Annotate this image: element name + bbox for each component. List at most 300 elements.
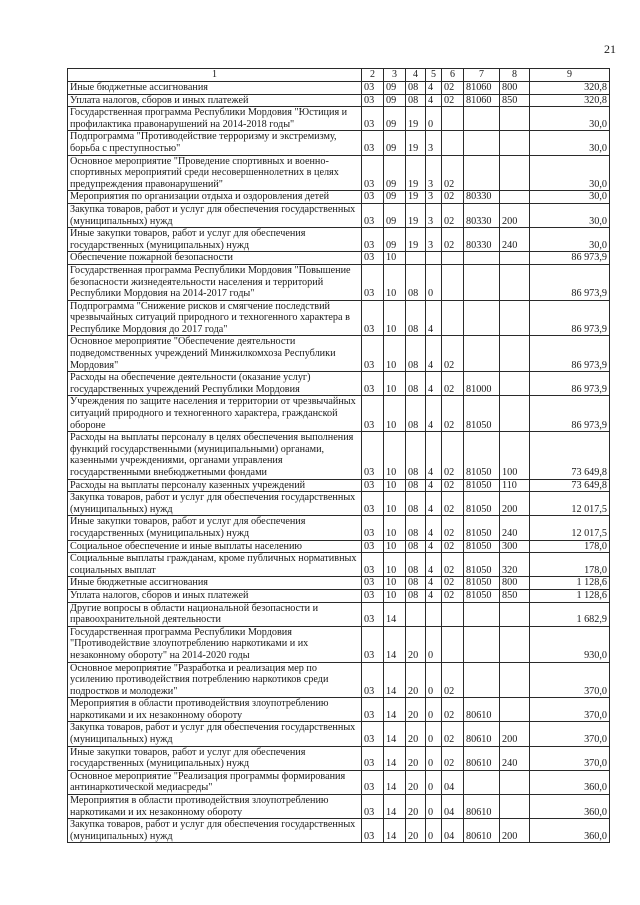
code-cell: 09 <box>384 107 406 131</box>
code-cell <box>464 300 500 336</box>
code-cell: 200 <box>500 492 530 516</box>
expense-name-cell: Государственная программа Республики Мордовия "Противодействие злоупотреблению наркотиками и их незаконному обороту" на 2014-2020 годы <box>68 626 362 662</box>
code-cell: 3 <box>426 203 442 227</box>
code-cell: 20 <box>406 662 426 698</box>
expense-name-cell: Государственная программа Республики Мордовия "Повышение безопасности жизнедеятельности населения и территорий Республики Мордовия на 2014-2017 годы" <box>68 264 362 300</box>
column-header: 2 <box>362 69 384 82</box>
code-cell <box>464 155 500 191</box>
expense-name-cell: Государственная программа Республики Мордовия "Юстиция и профилактика правонарушений на 2014-2018 годы" <box>68 107 362 131</box>
code-cell: 200 <box>500 203 530 227</box>
amount-cell: 30,0 <box>530 203 610 227</box>
code-cell <box>442 602 464 626</box>
code-cell <box>464 662 500 698</box>
code-cell: 09 <box>384 131 406 155</box>
code-cell: 4 <box>426 432 442 479</box>
table-row <box>68 626 610 662</box>
code-cell: 4 <box>426 540 442 553</box>
code-cell: 03 <box>362 722 384 746</box>
code-cell <box>500 155 530 191</box>
code-cell: 10 <box>384 252 406 265</box>
code-cell: 03 <box>362 228 384 252</box>
code-cell: 3 <box>426 155 442 191</box>
code-cell <box>442 300 464 336</box>
table-row <box>68 577 610 590</box>
code-cell: 4 <box>426 336 442 372</box>
code-cell: 4 <box>426 82 442 95</box>
table-row <box>68 602 610 626</box>
code-cell: 3 <box>426 228 442 252</box>
code-cell: 20 <box>406 722 426 746</box>
expense-name-cell: Основное мероприятие "Разработка и реализация мер по усилению противодействия потреблению наркотиков среди подростков и молодежи" <box>68 662 362 698</box>
code-cell: 80330 <box>464 203 500 227</box>
code-cell: 09 <box>384 203 406 227</box>
code-cell: 81050 <box>464 516 500 540</box>
code-cell: 80610 <box>464 795 500 819</box>
expense-name-cell: Социальное обеспечение и иные выплаты населению <box>68 540 362 553</box>
code-cell: 08 <box>406 396 426 432</box>
table-row <box>68 432 610 479</box>
code-cell: 81050 <box>464 492 500 516</box>
column-header: 8 <box>500 69 530 82</box>
amount-cell: 86 973,9 <box>530 372 610 396</box>
code-cell: 240 <box>500 746 530 770</box>
code-cell: 0 <box>426 107 442 131</box>
code-cell: 81000 <box>464 372 500 396</box>
code-cell <box>500 602 530 626</box>
code-cell: 14 <box>384 698 406 722</box>
code-cell: 4 <box>426 589 442 602</box>
amount-cell: 73 649,8 <box>530 432 610 479</box>
code-cell: 08 <box>406 336 426 372</box>
table-row <box>68 264 610 300</box>
code-cell: 4 <box>426 479 442 492</box>
expense-name-cell: Иные закупки товаров, работ и услуг для обеспечения государственных (муниципальных) нужд <box>68 516 362 540</box>
amount-cell: 86 973,9 <box>530 300 610 336</box>
code-cell: 02 <box>442 698 464 722</box>
code-cell: 14 <box>384 795 406 819</box>
code-cell: 240 <box>500 516 530 540</box>
amount-cell: 30,0 <box>530 155 610 191</box>
code-cell: 20 <box>406 770 426 794</box>
amount-cell: 178,0 <box>530 553 610 577</box>
amount-cell: 320,8 <box>530 94 610 107</box>
code-cell: 14 <box>384 602 406 626</box>
code-cell: 02 <box>442 191 464 204</box>
code-cell: 02 <box>442 228 464 252</box>
code-cell: 08 <box>406 516 426 540</box>
expense-name-cell: Закупка товаров, работ и услуг для обеспечения государственных (муниципальных) нужд <box>68 492 362 516</box>
code-cell: 81050 <box>464 540 500 553</box>
code-cell: 81050 <box>464 589 500 602</box>
table-row <box>68 191 610 204</box>
code-cell: 200 <box>500 722 530 746</box>
code-cell <box>442 107 464 131</box>
amount-cell: 86 973,9 <box>530 396 610 432</box>
code-cell <box>442 131 464 155</box>
code-cell: 81060 <box>464 94 500 107</box>
code-cell: 03 <box>362 372 384 396</box>
code-cell <box>500 770 530 794</box>
code-cell: 10 <box>384 300 406 336</box>
code-cell: 80330 <box>464 191 500 204</box>
code-cell: 19 <box>406 155 426 191</box>
table-row <box>68 155 610 191</box>
code-cell: 03 <box>362 479 384 492</box>
code-cell: 80610 <box>464 722 500 746</box>
code-cell: 02 <box>442 432 464 479</box>
code-cell: 4 <box>426 396 442 432</box>
code-cell: 0 <box>426 626 442 662</box>
code-cell <box>426 252 442 265</box>
code-cell: 02 <box>442 203 464 227</box>
column-header: 4 <box>406 69 426 82</box>
code-cell: 02 <box>442 516 464 540</box>
code-cell <box>500 795 530 819</box>
code-cell <box>500 662 530 698</box>
code-cell: 03 <box>362 336 384 372</box>
code-cell: 10 <box>384 336 406 372</box>
amount-cell: 12 017,5 <box>530 492 610 516</box>
code-cell <box>464 131 500 155</box>
amount-cell: 930,0 <box>530 626 610 662</box>
table-row <box>68 662 610 698</box>
expense-name-cell: Мероприятия по организации отдыха и оздоровления детей <box>68 191 362 204</box>
amount-cell: 86 973,9 <box>530 336 610 372</box>
code-cell: 0 <box>426 722 442 746</box>
table-row <box>68 479 610 492</box>
code-cell <box>500 372 530 396</box>
table-row <box>68 82 610 95</box>
table-row <box>68 300 610 336</box>
code-cell: 0 <box>426 746 442 770</box>
code-cell: 14 <box>384 819 406 843</box>
code-cell <box>500 264 530 300</box>
table-row <box>68 540 610 553</box>
amount-cell: 360,0 <box>530 770 610 794</box>
code-cell: 08 <box>406 479 426 492</box>
code-cell <box>442 264 464 300</box>
code-cell: 08 <box>406 492 426 516</box>
expense-name-cell: Подпрограмма "Противодействие терроризму и экстремизму, борьба с преступностью" <box>68 131 362 155</box>
amount-cell: 73 649,8 <box>530 479 610 492</box>
table-row <box>68 372 610 396</box>
column-header: 1 <box>68 69 362 82</box>
code-cell: 03 <box>362 492 384 516</box>
code-cell: 04 <box>442 819 464 843</box>
code-cell <box>500 131 530 155</box>
amount-cell: 360,0 <box>530 795 610 819</box>
code-cell: 03 <box>362 698 384 722</box>
code-cell: 03 <box>362 131 384 155</box>
column-header: 3 <box>384 69 406 82</box>
code-cell: 08 <box>406 94 426 107</box>
code-cell: 09 <box>384 228 406 252</box>
amount-cell: 30,0 <box>530 131 610 155</box>
expense-name-cell: Расходы на выплаты персоналу в целях обеспечения выполнения функций государственными (муниципальными) органами, казенными учреждениями, органами управления государственными внебюджетными фондами <box>68 432 362 479</box>
code-cell: 4 <box>426 577 442 590</box>
table-row <box>68 589 610 602</box>
code-cell: 08 <box>406 264 426 300</box>
code-cell: 08 <box>406 553 426 577</box>
code-cell: 08 <box>406 82 426 95</box>
code-cell: 04 <box>442 770 464 794</box>
code-cell: 08 <box>406 577 426 590</box>
code-cell: 0 <box>426 264 442 300</box>
code-cell: 03 <box>362 795 384 819</box>
code-cell: 20 <box>406 819 426 843</box>
code-cell: 02 <box>442 577 464 590</box>
amount-cell: 370,0 <box>530 662 610 698</box>
code-cell <box>500 336 530 372</box>
code-cell: 81050 <box>464 479 500 492</box>
code-cell: 09 <box>384 155 406 191</box>
code-cell <box>426 602 442 626</box>
amount-cell: 30,0 <box>530 228 610 252</box>
table-row <box>68 107 610 131</box>
code-cell: 10 <box>384 553 406 577</box>
code-cell: 10 <box>384 577 406 590</box>
code-cell: 03 <box>362 432 384 479</box>
table-row <box>68 252 610 265</box>
code-cell: 02 <box>442 94 464 107</box>
code-cell <box>464 602 500 626</box>
code-cell: 80610 <box>464 819 500 843</box>
expense-name-cell: Социальные выплаты гражданам, кроме публичных нормативных социальных выплат <box>68 553 362 577</box>
code-cell: 850 <box>500 589 530 602</box>
table-header-row <box>68 69 610 82</box>
code-cell: 03 <box>362 107 384 131</box>
code-cell: 0 <box>426 795 442 819</box>
code-cell: 200 <box>500 819 530 843</box>
code-cell: 19 <box>406 131 426 155</box>
code-cell <box>500 252 530 265</box>
expense-name-cell: Мероприятия в области противодействия злоупотреблению наркотиками и их незаконному обороту <box>68 698 362 722</box>
code-cell: 320 <box>500 553 530 577</box>
code-cell: 03 <box>362 252 384 265</box>
expense-name-cell: Основное мероприятие "Обеспечение деятельности подведомственных учреждений Минжилкомхоза Республики Мордовия" <box>68 336 362 372</box>
code-cell: 80610 <box>464 698 500 722</box>
code-cell: 100 <box>500 432 530 479</box>
code-cell: 110 <box>500 479 530 492</box>
expense-name-cell: Обеспечение пожарной безопасности <box>68 252 362 265</box>
code-cell <box>500 191 530 204</box>
code-cell: 0 <box>426 662 442 698</box>
code-cell <box>500 698 530 722</box>
code-cell: 03 <box>362 662 384 698</box>
code-cell: 10 <box>384 516 406 540</box>
amount-cell: 370,0 <box>530 698 610 722</box>
code-cell: 03 <box>362 155 384 191</box>
code-cell: 02 <box>442 479 464 492</box>
column-header: 9 <box>530 69 610 82</box>
code-cell: 02 <box>442 746 464 770</box>
code-cell: 0 <box>426 770 442 794</box>
code-cell: 20 <box>406 698 426 722</box>
code-cell: 80610 <box>464 746 500 770</box>
table-row <box>68 746 610 770</box>
table-row <box>68 819 610 843</box>
expense-name-cell: Уплата налогов, сборов и иных платежей <box>68 589 362 602</box>
amount-cell: 1 682,9 <box>530 602 610 626</box>
code-cell <box>464 107 500 131</box>
code-cell: 02 <box>442 336 464 372</box>
code-cell: 02 <box>442 492 464 516</box>
table-row <box>68 203 610 227</box>
code-cell: 03 <box>362 94 384 107</box>
table-row <box>68 228 610 252</box>
code-cell: 02 <box>442 82 464 95</box>
code-cell: 0 <box>426 698 442 722</box>
code-cell: 10 <box>384 372 406 396</box>
code-cell: 09 <box>384 94 406 107</box>
expense-name-cell: Основное мероприятие "Проведение спортивных и военно-спортивных мероприятий среди несовершеннолетних в целях предупреждения правонарушений" <box>68 155 362 191</box>
code-cell: 03 <box>362 602 384 626</box>
code-cell: 4 <box>426 516 442 540</box>
expense-name-cell: Другие вопросы в области национальной безопасности и правоохранительной деятельности <box>68 602 362 626</box>
expense-name-cell: Уплата налогов, сборов и иных платежей <box>68 94 362 107</box>
code-cell: 4 <box>426 553 442 577</box>
code-cell <box>464 770 500 794</box>
code-cell <box>500 300 530 336</box>
code-cell: 03 <box>362 540 384 553</box>
code-cell: 14 <box>384 626 406 662</box>
expense-name-cell: Иные закупки товаров, работ и услуг для обеспечения государственных (муниципальных) нужд <box>68 746 362 770</box>
code-cell: 14 <box>384 770 406 794</box>
code-cell: 19 <box>406 228 426 252</box>
code-cell: 02 <box>442 155 464 191</box>
table-row <box>68 770 610 794</box>
code-cell: 10 <box>384 432 406 479</box>
table-row <box>68 94 610 107</box>
code-cell: 02 <box>442 589 464 602</box>
code-cell: 08 <box>406 589 426 602</box>
code-cell: 02 <box>442 372 464 396</box>
code-cell: 02 <box>442 396 464 432</box>
amount-cell: 370,0 <box>530 746 610 770</box>
code-cell: 20 <box>406 626 426 662</box>
amount-cell: 30,0 <box>530 107 610 131</box>
table-row <box>68 131 610 155</box>
table-row <box>68 795 610 819</box>
column-header: 5 <box>426 69 442 82</box>
code-cell: 02 <box>442 662 464 698</box>
table-row <box>68 336 610 372</box>
amount-cell: 360,0 <box>530 819 610 843</box>
code-cell <box>464 626 500 662</box>
code-cell: 80330 <box>464 228 500 252</box>
code-cell: 0 <box>426 819 442 843</box>
code-cell: 81050 <box>464 553 500 577</box>
table-row <box>68 396 610 432</box>
code-cell: 3 <box>426 131 442 155</box>
expense-name-cell: Расходы на обеспечение деятельности (оказание услуг) государственных учреждений Республики Мордовия <box>68 372 362 396</box>
code-cell: 09 <box>384 82 406 95</box>
expense-name-cell: Мероприятия в области противодействия злоупотреблению наркотиками и их незаконному обороту <box>68 795 362 819</box>
table-body <box>68 82 610 843</box>
code-cell: 02 <box>442 722 464 746</box>
code-cell: 81050 <box>464 432 500 479</box>
expense-name-cell: Иные бюджетные ассигнования <box>68 82 362 95</box>
code-cell: 20 <box>406 795 426 819</box>
expense-name-cell: Основное мероприятие "Реализация программы формирования антинаркотической медиасреды" <box>68 770 362 794</box>
expense-name-cell: Учреждения по защите населения и территории от чрезвычайных ситуаций природного и техногенного характера, гражданской обороне <box>68 396 362 432</box>
code-cell: 03 <box>362 300 384 336</box>
code-cell: 3 <box>426 191 442 204</box>
code-cell: 10 <box>384 492 406 516</box>
code-cell <box>464 336 500 372</box>
expense-name-cell: Подпрограмма "Снижение рисков и смягчение последствий чрезвычайных ситуаций природного и техногенного характера в Республике Мордовия до 2017 года" <box>68 300 362 336</box>
amount-cell: 1 128,6 <box>530 589 610 602</box>
code-cell: 10 <box>384 264 406 300</box>
code-cell: 03 <box>362 746 384 770</box>
code-cell: 03 <box>362 264 384 300</box>
code-cell: 03 <box>362 203 384 227</box>
code-cell: 03 <box>362 191 384 204</box>
code-cell <box>442 252 464 265</box>
expense-name-cell: Закупка товаров, работ и услуг для обеспечения государственных (муниципальных) нужд <box>68 203 362 227</box>
code-cell: 08 <box>406 300 426 336</box>
code-cell: 09 <box>384 191 406 204</box>
column-header: 7 <box>464 69 500 82</box>
code-cell: 04 <box>442 795 464 819</box>
table-row <box>68 698 610 722</box>
code-cell: 03 <box>362 819 384 843</box>
code-cell: 10 <box>384 479 406 492</box>
amount-cell: 178,0 <box>530 540 610 553</box>
code-cell: 10 <box>384 396 406 432</box>
amount-cell: 30,0 <box>530 191 610 204</box>
code-cell <box>500 396 530 432</box>
code-cell: 14 <box>384 662 406 698</box>
code-cell <box>464 264 500 300</box>
code-cell: 81050 <box>464 396 500 432</box>
expense-name-cell: Закупка товаров, работ и услуг для обеспечения государственных (муниципальных) нужд <box>68 722 362 746</box>
code-cell: 300 <box>500 540 530 553</box>
amount-cell: 370,0 <box>530 722 610 746</box>
code-cell <box>442 626 464 662</box>
code-cell: 800 <box>500 577 530 590</box>
table-row <box>68 553 610 577</box>
column-header: 6 <box>442 69 464 82</box>
code-cell: 02 <box>442 553 464 577</box>
page-number: 21 <box>604 42 616 56</box>
code-cell: 4 <box>426 94 442 107</box>
code-cell: 4 <box>426 372 442 396</box>
code-cell: 10 <box>384 540 406 553</box>
code-cell: 03 <box>362 589 384 602</box>
code-cell: 19 <box>406 107 426 131</box>
expense-name-cell: Закупка товаров, работ и услуг для обеспечения государственных (муниципальных) нужд <box>68 819 362 843</box>
expense-name-cell: Иные закупки товаров, работ и услуг для обеспечения государственных (муниципальных) нужд <box>68 228 362 252</box>
amount-cell: 86 973,9 <box>530 252 610 265</box>
code-cell: 03 <box>362 626 384 662</box>
code-cell: 10 <box>384 589 406 602</box>
amount-cell: 320,8 <box>530 82 610 95</box>
expense-name-cell: Расходы на выплаты персоналу казенных учреждений <box>68 479 362 492</box>
code-cell: 03 <box>362 553 384 577</box>
code-cell: 81060 <box>464 82 500 95</box>
code-cell <box>406 252 426 265</box>
code-cell: 08 <box>406 432 426 479</box>
code-cell: 19 <box>406 191 426 204</box>
code-cell: 81050 <box>464 577 500 590</box>
code-cell <box>500 107 530 131</box>
code-cell: 20 <box>406 746 426 770</box>
code-cell: 02 <box>442 540 464 553</box>
code-cell: 08 <box>406 540 426 553</box>
code-cell <box>464 252 500 265</box>
table-row <box>68 492 610 516</box>
